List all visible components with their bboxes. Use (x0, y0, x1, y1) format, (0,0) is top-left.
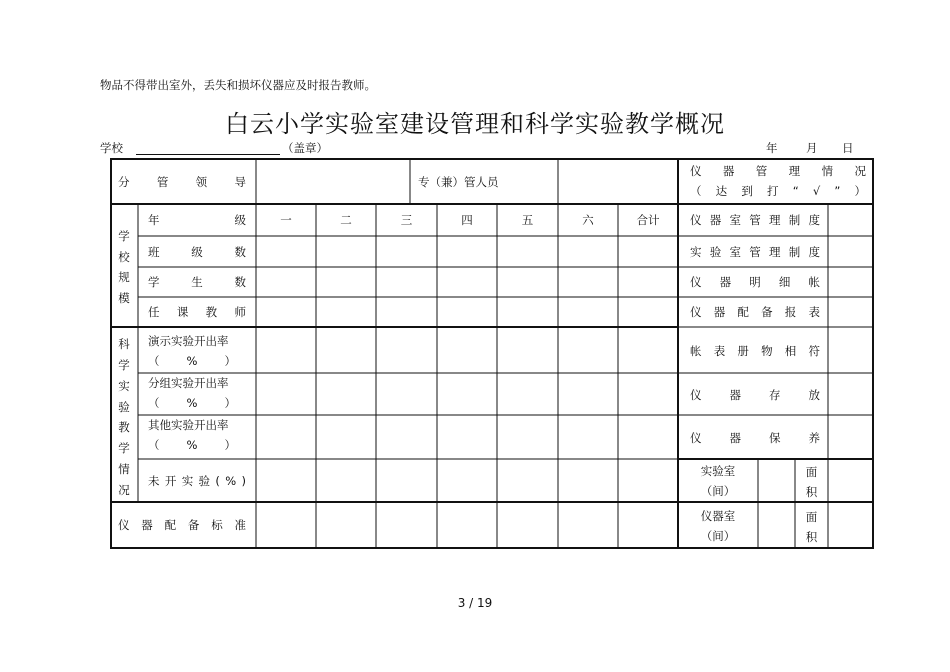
room-name: 实验室 (700, 464, 736, 478)
staff-label: 专（兼）管人员 (418, 175, 499, 189)
experiment-row-label: 分组实验开出率 (148, 376, 229, 390)
seal-label: （盖章） (282, 141, 328, 155)
mgmt-item-label: 帐 表 册 物 相 符 (690, 344, 820, 358)
mgmt-title: 仪 器 管 理 情 况 (690, 164, 866, 178)
grade-header-cell: 六 (582, 213, 594, 227)
scale-row-label: 任 课 教 师 (148, 305, 246, 319)
grade-header-cell: 二 (340, 213, 352, 227)
grade-header-cell: 一 (280, 213, 292, 227)
grade-header-cell: 合计 (636, 213, 660, 227)
month-label: 月 (806, 141, 818, 155)
mgmt-item-label: 仪 器 室 管 理 制 度 (690, 213, 820, 227)
mgmt-item-label: 仪 器 配 备 报 表 (690, 305, 820, 319)
mgmt-item-label: 仪 器 保 养 (690, 431, 820, 445)
grade-label: 年 级 (148, 213, 246, 227)
room-area-label: 面 积 (805, 510, 818, 544)
mgmt-hint: （ 达 到 打 “ √ ” ） (690, 184, 866, 198)
day-label: 日 (842, 141, 854, 155)
experiment-row-unit: （ % ） (148, 438, 236, 452)
scale-group-label: 学 校 规 模 (118, 229, 130, 305)
room-unit: （间） (700, 484, 736, 498)
equip-std-label: 仪 器 配 备 标 准 (118, 518, 246, 532)
mgmt-item-label: 仪 器 存 放 (690, 388, 820, 402)
experiment-row-label: 演示实验开出率 (148, 334, 229, 348)
page-title: 白云小学实验室建设管理和科学实验教学概况 (225, 110, 725, 138)
experiment-row-label: 其他实验开出率 (148, 418, 229, 432)
mgmt-item-label: 实 验 室 管 理 制 度 (690, 245, 820, 259)
experiment-group-label: 科 学 实 验 教 学 情 况 (118, 337, 130, 497)
grade-header-cell: 五 (521, 213, 534, 227)
page-number: 3 / 19 (457, 596, 493, 610)
leader-label: 分 管 领 导 (118, 175, 246, 189)
school-label: 学校 (100, 141, 123, 155)
experiment-row-unit: （ % ） (148, 396, 236, 410)
room-name: 仪器室 (700, 509, 736, 523)
mgmt-item-label: 仪 器 明 细 帐 (690, 275, 820, 289)
experiment-row-unit: （ % ） (148, 354, 236, 368)
grade-header-cell: 三 (400, 213, 413, 227)
top-note: 物品不得带出室外，丢失和损坏仪器应及时报告教师。 (100, 78, 376, 92)
room-unit: （间） (700, 529, 736, 543)
year-label: 年 (766, 141, 778, 155)
room-area-label: 面 积 (805, 465, 818, 499)
scale-row-label: 班 级 数 (148, 245, 246, 259)
grade-header-cell: 四 (461, 213, 473, 227)
not-open-label: 未 开 实 验 ( % ) (148, 474, 246, 488)
scale-row-label: 学 生 数 (148, 275, 246, 289)
